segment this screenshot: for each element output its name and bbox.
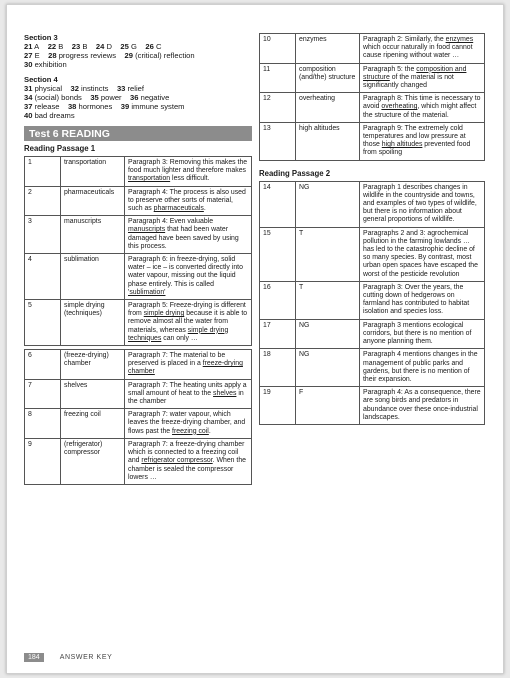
question-number: 31 [24,84,33,93]
explanation-cell [360,122,485,160]
question-number: 40 [24,111,33,120]
answer-cell: composition (and/the) structure [296,63,360,93]
explanation-cell [125,157,252,187]
explanation-text: Paragraph 1 describes changes in wildlife in the countryside and towns, and examples of two types of wildlife, but there is no information about general proportions of wildlife. [363,183,477,224]
answer-cell: sublimation [61,254,125,300]
answer-text: D [106,42,112,51]
answer-text: G [131,42,137,51]
explanation-text: of the material is not significantly changed [363,73,454,90]
underlined-answer-text: shelves [213,389,237,397]
question-number-cell: 11 [260,63,296,93]
underlined-answer-text: high altitudes [381,141,423,149]
question-number-cell: 7 [25,379,61,409]
question-number-cell: 17 [260,319,296,349]
explanation-text: Paragraph 5: Freeze-drying is different from [128,302,246,318]
explanation-cell [360,34,485,64]
explanation-text: Paragraph 3 mentions ecological corridors, but there is no mention of anyone planning them. [363,321,472,346]
answer-text: C [155,42,162,51]
question-number-cell: 10 [260,34,296,64]
table-row [260,63,485,93]
passage-1-title: Reading Passage 1 [24,144,96,153]
answer-text: (social) bonds [34,93,82,102]
answer-cell: overheating [296,93,360,123]
explanation-text: Paragraph 3: Over the years, the cutting down of hedgerows on farmland has contributed to habitat isolation and species loss. [363,283,470,316]
explanation-text: Paragraph 3: Removing this makes the food much lighter and therefore makes [128,159,248,175]
table-row [260,122,485,160]
table-row [260,319,485,349]
explanation-text: less difficult. [170,175,210,183]
explanation-text: Paragraph 4: As a consequence, there are song birds and predators in abundance over these once-industrial landscapes. [363,389,481,421]
question-number: 29 [124,51,133,60]
table-row [25,409,252,439]
explanation-text: Paragraph 7: water vapour, which leaves the freeze-drying chamber, and flows past the [128,411,246,435]
answer-line [24,93,252,102]
answer-cell: (freeze-drying) chamber [61,350,125,380]
footer-label: ANSWER KEY [59,654,113,661]
explanation-text: Paragraph 4: Even valuable [128,218,214,226]
test-banner: Test 6 READING [24,126,252,141]
table-row [25,300,252,346]
underlined-answer-text: composition and structure [363,65,467,81]
question-number: 27 [24,51,33,60]
page-footer [24,653,112,662]
right-column [259,33,485,425]
answer-line [24,111,252,120]
answer-text: relief [127,84,144,93]
question-number-cell: 3 [25,216,61,254]
explanation-text: Paragraph 7: The heating units apply a small amount of heat to the [128,381,247,397]
answer-text: hormones [78,102,113,111]
question-number: 22 [47,42,57,51]
table-row [25,350,252,380]
explanation-text: , which might affect the structure of the material. [363,103,477,119]
explanation-text: that had been water damaged have been saved by using this process. [128,226,239,250]
table-row [260,227,485,281]
question-number: 28 [48,51,57,60]
explanation-cell [360,349,485,387]
question-number-cell: 4 [25,254,61,300]
underlined-answer-text: freeze-drying chamber [128,360,243,376]
answer-cell: enzymes [296,34,360,64]
explanation-cell [360,63,485,93]
section-4-title: Section 4 [24,75,58,84]
explanation-text: in the chamber [128,389,244,406]
explanation-cell [125,350,252,380]
explanation-text: Paragraph 9: The extremely cold temperatures and low pressure at those [363,124,466,149]
answer-cell: simple drying (techniques) [61,300,125,346]
answer-key-page [6,4,504,674]
underlined-answer-text: 'sublimation' [128,288,166,296]
answer-text: E [34,51,40,60]
explanation-cell [125,216,252,254]
explanation-text: Paragraph 2: Similarly, the [363,36,446,43]
question-number: 25 [120,42,129,51]
answer-cell: NG [296,349,360,387]
explanation-cell [125,409,252,439]
answer-cell: F [296,387,360,425]
question-number: 36 [130,93,139,102]
explanation-cell [360,319,485,349]
answer-cell: transportation [61,157,125,187]
question-number-cell: 2 [25,186,61,216]
underlined-answer-text: freezing coil [172,427,209,435]
question-number: 30 [24,60,33,69]
answer-line [24,84,252,93]
question-number-cell: 6 [25,350,61,380]
explanation-text: Paragraph 5: the [363,65,417,73]
underlined-answer-text: manuscripts [128,226,166,234]
answer-line [24,60,252,69]
answer-text: power [100,93,122,102]
question-number-cell: 16 [260,281,296,319]
answer-text: instincts [81,84,109,93]
underlined-answer-text: enzymes [445,36,474,43]
table-row [25,254,252,300]
table-row [260,387,485,425]
explanation-cell [360,387,485,425]
table-row [25,438,252,484]
question-number-cell: 9 [25,438,61,484]
passage-2-title: Reading Passage 2 [259,168,331,178]
passage-2-table [259,181,485,425]
question-number: 23 [71,42,81,51]
table-row [260,181,485,227]
question-number: 37 [24,102,33,111]
explanation-cell [125,379,252,409]
explanation-text: Paragraph 8: This time is necessary to avoid [363,95,481,111]
explanation-cell [360,181,485,227]
explanation-text: Paragraphs 2 and 3: agrochemical pollution in the farming lowlands … has led to the catastrophic decline of so many species. By contrast, most urban open spaces have escaped the worst of the pesticide revolution [363,229,478,278]
table-row [260,93,485,123]
answer-cell: high altitudes [296,122,360,160]
answer-text: negative [140,93,170,102]
underlined-answer-text: simple drying techniques [128,326,229,342]
answer-text: release [34,102,60,111]
explanation-cell [125,254,252,300]
table-row [260,349,485,387]
question-number-cell: 19 [260,387,296,425]
answer-cell: pharmaceuticals [61,186,125,216]
explanation-text: . [203,205,206,213]
answer-cell: NG [296,319,360,349]
explanation-cell [125,300,252,346]
question-number: 33 [116,84,126,93]
answer-cell: (refrigerator) compressor [61,438,125,484]
table-row [260,281,485,319]
table-row [25,216,252,254]
section-4 [24,75,252,120]
underlined-answer-text: simple drying [143,310,185,318]
underlined-answer-text: overheating [381,103,418,111]
question-number: 34 [24,93,33,102]
answer-text: physical [34,84,63,93]
explanation-text: prevented food from spoiling [363,141,471,157]
explanation-text: Paragraph 7: a freeze-drying chamber which is connected to a freezing coil and [128,440,245,465]
passage-1-continued-table [259,33,485,161]
answer-cell: shelves [61,379,125,409]
question-number: 21 [24,42,33,51]
table-row [25,157,252,187]
explanation-cell [125,438,252,484]
question-number-cell: 18 [260,349,296,387]
explanation-cell [360,93,485,123]
section-3-answers [24,42,252,69]
answer-text: bad dreams [34,111,75,120]
section-3-title: Section 3 [24,33,58,42]
page-number: 184 [24,653,44,662]
question-number-cell: 13 [260,122,296,160]
answer-cell: manuscripts [61,216,125,254]
explanation-text: which occur naturally in food cannot cause ripening without water … [363,44,473,60]
answer-line [24,102,252,111]
table-row [260,34,485,64]
answer-cell: freezing coil [61,409,125,439]
question-number: 24 [95,42,105,51]
explanation-cell [360,227,485,281]
explanation-text: Paragraph 4 mentions changes in the management of public parks and gardens, but there is no mention of their expansion. [363,351,478,383]
question-number: 32 [70,84,79,93]
underlined-answer-text: pharmaceuticals [153,205,204,213]
question-number: 35 [90,93,99,102]
underlined-answer-text: transportation [128,175,171,183]
section-4-answers [24,84,252,120]
question-number-cell: 5 [25,300,61,346]
answer-text: (critical) reflection [135,51,195,60]
answer-text: B [82,42,88,51]
answer-text: B [58,42,64,51]
explanation-text: can only … [161,334,198,342]
table-row [25,186,252,216]
section-3 [24,33,252,69]
question-number-cell: 14 [260,181,296,227]
answer-text: progress reviews [58,51,117,60]
answer-cell: NG [296,181,360,227]
question-number-cell: 15 [260,227,296,281]
explanation-text: . [208,427,211,435]
question-number-cell: 8 [25,409,61,439]
explanation-text: Paragraph 4: The process is also used to preserve other sorts of material, such as [128,188,246,213]
answer-cell: T [296,227,360,281]
question-number-cell: 12 [260,93,296,123]
explanation-text: . When the chamber is sealed the compressor lowers … [128,457,246,481]
question-number-cell: 1 [25,157,61,187]
answer-line [24,42,252,51]
answer-text: A [34,42,40,51]
answer-line [24,51,252,60]
left-column [24,33,252,485]
answer-text: immune system [131,102,185,111]
answer-cell: T [296,281,360,319]
explanation-text: Paragraph 6: in freeze-drying, solid water – ice – is converted directly into water vapour, missing out the liquid phase entirely. This is called [128,256,243,288]
question-number: 38 [67,102,77,111]
table-row [25,379,252,409]
explanation-cell [125,186,252,216]
underlined-answer-text: refrigerator compressor [141,457,213,465]
explanation-text: because it is able to remove almost all the water from materials, whereas [128,310,248,334]
explanation-cell [360,281,485,319]
answer-text: exhibition [34,60,67,69]
passage-1-table [24,156,252,485]
question-number: 26 [145,42,154,51]
question-number: 39 [120,102,130,111]
explanation-text: Paragraph 7: The material to be preserved is placed in a [128,352,226,368]
